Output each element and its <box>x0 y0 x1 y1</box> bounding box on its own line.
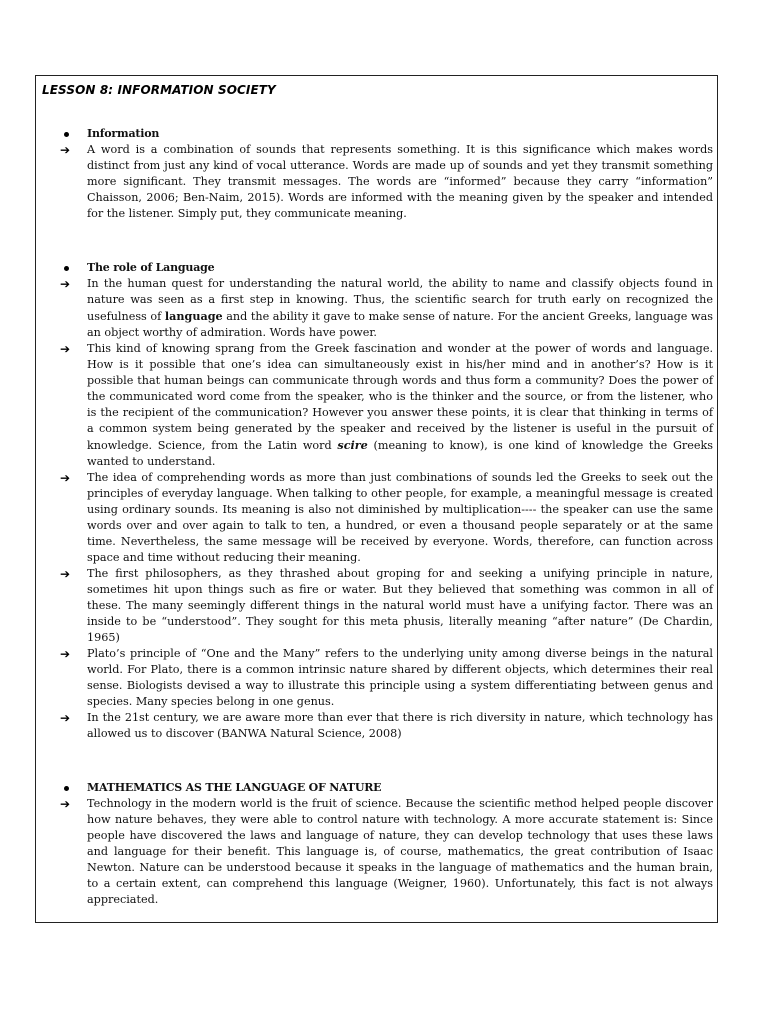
section-heading-text: The role of Language <box>87 261 215 274</box>
item-text: In the 21st century, we are aware more than ever that there is rich diversity in nature, which technology has allowed us to discover (BANWA Natural Science, 2008) <box>87 711 713 740</box>
item-text-before: In the human quest for understanding the natural world, the ability to name and classify objects found in nature was seen as a first step in knowing. Thus, the scientific search for truth early on recognized the usefulness of <box>87 277 713 323</box>
bullet-dot-icon <box>64 786 69 791</box>
list-item <box>60 646 713 710</box>
list-item <box>60 566 713 646</box>
bullet-dot-icon <box>64 266 69 271</box>
arrow-right-icon: ➔ <box>60 797 71 811</box>
list-item <box>60 276 713 341</box>
item-text-after: (meaning to know), is one kind of knowledge the Greeks wanted to understand. <box>87 439 714 468</box>
item-text: Technology in the modern world is the fruit of science. Because the scientific method helped people discover how nature behaves, they were able to control nature with technology. A more accurate statement is: Since people have discovered the laws and language of nature, they can develop technology that uses these laws and language for their benefit. This language is, of course, mathematics, the great contribution of Isaac Newton. Nature can be understood because it speaks in the language of mathematics and the human brain, to a certain extent, can comprehend this language (Weigner, 1960). Unfortunately, this fact is not always appreciated. <box>87 797 713 906</box>
lesson-content <box>60 126 713 908</box>
section-mathematics <box>60 780 713 908</box>
list-item <box>60 710 713 742</box>
item-text: A word is a combination of sounds that represents something. It is this significance which makes words distinct from just any kind of vocal utterance. Words are made up of sounds and yet they transmit something more significant. They transmit messages. The words are “informed” because they carry “information” Chaisson, 2006; Ben-Naim, 2015). Words are informed with the meaning given by the speaker and intended for the listener. Simply put, they communicate meaning. <box>87 143 713 220</box>
item-text: The idea of comprehending words as more than just combinations of sounds led the Greeks to seek out the principles of everyday language. When talking to other people, for example, a meaningful message is created using ordinary sounds. Its meaning is also not diminished by multiplication---- the speaker can use the same words over and over again to talk to ten, a hundred, or even a thousand people separately or at the same time. Nevertheless, the same message will be received by everyone. Words, therefore, can function across space and time without reducing their meaning. <box>87 471 713 564</box>
section-heading <box>60 126 713 142</box>
arrow-right-icon: ➔ <box>60 143 71 157</box>
arrow-right-icon: ➔ <box>60 342 71 356</box>
section-heading <box>60 260 713 276</box>
item-text: The first philosophers, as they thrashed about groping for and seeking a unifying principle in nature, sometimes hit upon things such as fire or water. But they believed that something was common in all of these. The many seemingly different things in the natural world must have a unifying factor. There was an inside to be “understood”. They sought for this meta phusis, literally meaning “after nature” (De Chardin, 1965) <box>87 567 713 644</box>
arrow-right-icon: ➔ <box>60 711 71 725</box>
section-heading-text: MATHEMATICS AS THE LANGUAGE OF NATURE <box>87 781 382 794</box>
list-item <box>60 470 713 566</box>
section-information <box>60 126 713 222</box>
list-item <box>60 142 713 222</box>
arrow-right-icon: ➔ <box>60 567 71 581</box>
list-item <box>60 341 713 470</box>
bullet-dot-icon <box>64 132 69 137</box>
item-text-after: and the ability it gave to make sense of nature. For the ancient Greeks, language was an object worthy of admiration. Words have power. <box>87 310 713 339</box>
arrow-right-icon: ➔ <box>60 277 71 291</box>
list-item <box>60 796 713 908</box>
keyword-language: language <box>164 309 223 323</box>
item-text: Plato’s principle of “One and the Many” refers to the underlying unity among diverse beings in the natural world. For Plato, there is a common intrinsic nature shared by different objects, which determines their real sense. Biologists devised a way to illustrate this principle using a system differentiating between genus and species. Many species belong in one genus. <box>87 647 713 708</box>
section-heading-text: Information <box>87 127 160 140</box>
keyword-scire: scire <box>337 438 368 452</box>
arrow-right-icon: ➔ <box>60 471 71 485</box>
item-text-before: This kind of knowing sprang from the Greek fascination and wonder at the power of words and language. How is it possible that one’s idea can simultaneously exist in his/her mind and in another’s? How is it possible that human beings can communicate through words and thus form a community? Does the power of the communicated word come from the speaker, who is the thinker and the source, or from the listener, who is the recipient of the communication? However you answer these points, it is clear that thinking in terms of a common system being generated by the speaker and received by the listener is useful in the pursuit of knowledge. Science, from the Latin word <box>87 342 713 452</box>
section-heading <box>60 780 713 796</box>
lesson-title: LESSON 8: INFORMATION SOCIETY <box>42 83 276 97</box>
arrow-right-icon: ➔ <box>60 647 71 661</box>
section-role-of-language <box>60 260 713 742</box>
